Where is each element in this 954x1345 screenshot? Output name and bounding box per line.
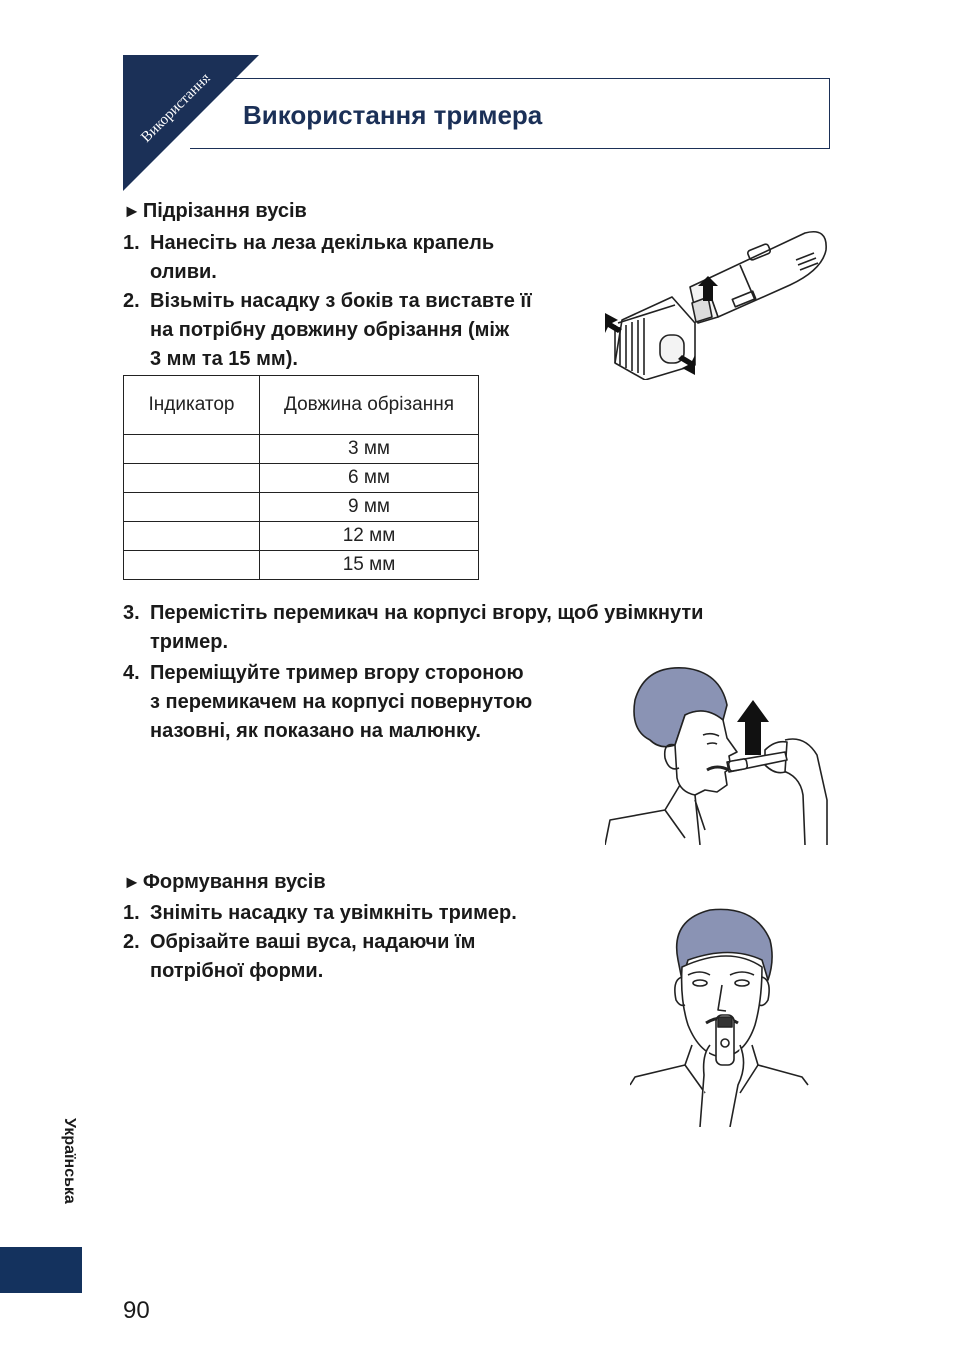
table-cell-length: 15 мм xyxy=(260,551,479,580)
table-cell-indicator xyxy=(124,551,260,580)
table-header-indicator: Індикатор xyxy=(124,376,260,435)
step-3: 3. Перемістіть перемикач на корпусі вгору, щоб увімкнути тример. xyxy=(123,602,704,653)
table-row xyxy=(124,522,479,551)
table-row xyxy=(124,551,479,580)
table-row xyxy=(124,493,479,522)
section-heading-trimming: ► Підрізання вусів xyxy=(123,200,307,222)
shaping-step-2: 2. Обрізайте ваші вуса, надаючи їм потрібної форми. xyxy=(123,931,476,982)
table-header-row xyxy=(124,376,479,435)
table-cell-length: 12 мм xyxy=(260,522,479,551)
section-heading-shaping: ► Формування вусів xyxy=(123,871,326,893)
table-cell-length: 3 мм xyxy=(260,435,479,464)
table-cell-indicator xyxy=(124,435,260,464)
shaping-step-1: 1. Зніміть насадку та увімкніть тример. xyxy=(123,902,517,924)
table-cell-indicator xyxy=(124,522,260,551)
table-cell-length: 9 мм xyxy=(260,493,479,522)
table-header-length: Довжина обрізання xyxy=(260,376,479,435)
page-number: 90 xyxy=(123,1297,150,1324)
page-title: Використання тримера xyxy=(243,100,543,130)
table-cell-indicator xyxy=(124,493,260,522)
play-arrow-icon: ► xyxy=(123,872,141,892)
language-tab-block xyxy=(0,1247,82,1293)
step-2: 2. Візьміть насадку з боків та виставте її на потрібну довжину обрізання (між 3 мм та 15 мм). xyxy=(123,290,532,370)
table-row xyxy=(124,435,479,464)
trim-length-table xyxy=(123,375,479,580)
trimmer-attachment-illustration xyxy=(600,225,835,380)
table-cell-length: 6 мм xyxy=(260,464,479,493)
man-front-trimming-illustration xyxy=(630,905,810,1127)
man-profile-trimming-illustration xyxy=(605,660,833,845)
header-corner-label: Використання xyxy=(138,70,214,146)
step-1: 1. Нанесіть на леза декілька крапель оливи. xyxy=(123,232,495,283)
play-arrow-icon: ► xyxy=(123,201,141,221)
table-cell-indicator xyxy=(124,464,260,493)
language-tab-label: Українська xyxy=(61,1118,78,1204)
step-4: 4. Переміщуйте тример вгору стороною з перемикачем на корпусі повернутою назовні, як показано на малюнку. xyxy=(123,662,533,742)
table-row xyxy=(124,464,479,493)
